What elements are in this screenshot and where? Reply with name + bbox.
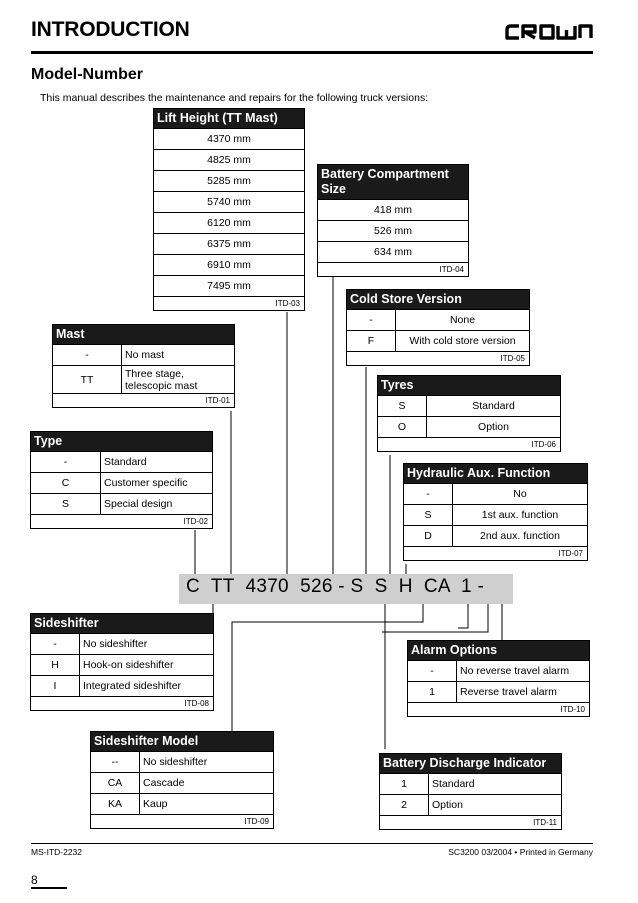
figure-ref: ITD-07 xyxy=(404,546,587,560)
code-cell: 2 xyxy=(380,795,429,816)
page-header-title: INTRODUCTION xyxy=(31,18,190,41)
lift-value: 6120 mm xyxy=(154,213,304,234)
battery-value: 634 mm xyxy=(318,242,468,263)
table-row xyxy=(91,773,273,794)
description-cell: Three stage, telescopic mast xyxy=(122,366,235,394)
mast-title: Mast xyxy=(53,325,234,344)
tyres-box xyxy=(377,375,561,452)
figure-ref: ITD-04 xyxy=(318,262,468,276)
table-row xyxy=(31,634,213,655)
figure-ref: ITD-02 xyxy=(31,514,212,528)
figure-ref: ITD-01 xyxy=(53,393,234,407)
code-cell: I xyxy=(31,676,80,697)
figure-ref: ITD-03 xyxy=(154,296,304,310)
description-cell: Hook-on sideshifter xyxy=(80,655,214,676)
lift-value: 6910 mm xyxy=(154,255,304,276)
description-cell: Standard xyxy=(101,452,213,473)
table-row xyxy=(154,129,304,150)
description-cell: Kaup xyxy=(140,794,274,815)
sideshifter-model-table xyxy=(91,751,273,814)
battery-discharge-box xyxy=(379,753,562,830)
code-cell: D xyxy=(404,526,453,547)
tyres-table xyxy=(378,395,560,437)
footer-rule xyxy=(31,843,593,844)
table-row xyxy=(31,452,212,473)
code-cell: H xyxy=(31,655,80,676)
table-row xyxy=(154,234,304,255)
battery-discharge-table xyxy=(380,773,561,815)
table-row xyxy=(31,473,212,494)
description-cell: No mast xyxy=(122,345,235,366)
code-cell: - xyxy=(31,634,80,655)
description-cell: Option xyxy=(429,795,562,816)
mast-table xyxy=(53,344,234,393)
cold-store-title: Cold Store Version xyxy=(347,290,529,309)
alarm-options-title: Alarm Options xyxy=(408,641,589,660)
table-row xyxy=(408,682,589,703)
code-cell: -- xyxy=(91,752,140,773)
type-box xyxy=(30,431,213,529)
code-cell: 1 xyxy=(380,774,429,795)
sideshifter-box xyxy=(30,613,214,711)
table-row xyxy=(154,192,304,213)
code-cell: - xyxy=(31,452,101,473)
table-row xyxy=(347,331,529,352)
sideshifter-model-box xyxy=(90,731,274,829)
code-cell: CA xyxy=(91,773,140,794)
table-row xyxy=(31,676,213,697)
table-row xyxy=(31,655,213,676)
table-row xyxy=(404,526,587,547)
code-cell: - xyxy=(404,484,453,505)
table-row xyxy=(378,396,560,417)
figure-ref: ITD-09 xyxy=(91,814,273,828)
table-row xyxy=(91,752,273,773)
table-row xyxy=(154,171,304,192)
description-cell: No sideshifter xyxy=(140,752,274,773)
page-number: 8 xyxy=(31,873,38,887)
code-cell: 1 xyxy=(408,682,457,703)
alarm-options-table xyxy=(408,660,589,702)
table-row xyxy=(318,200,468,221)
battery-discharge-title: Battery Discharge Indicator xyxy=(380,754,561,773)
code-cell: - xyxy=(53,345,122,366)
table-row xyxy=(318,242,468,263)
code-cell: TT xyxy=(53,366,122,394)
table-row xyxy=(347,310,529,331)
description-cell: 1st aux. function xyxy=(453,505,588,526)
table-row xyxy=(378,417,560,438)
description-cell: No xyxy=(453,484,588,505)
description-cell: No reverse travel alarm xyxy=(457,661,590,682)
description-cell: Reverse travel alarm xyxy=(457,682,590,703)
table-row xyxy=(380,774,561,795)
table-row xyxy=(408,661,589,682)
figure-ref: ITD-11 xyxy=(380,815,561,829)
code-cell: S xyxy=(404,505,453,526)
description-cell: Cascade xyxy=(140,773,274,794)
table-row xyxy=(91,794,273,815)
alarm-options-box xyxy=(407,640,590,717)
code-cell: F xyxy=(347,331,396,352)
figure-ref: ITD-10 xyxy=(408,702,589,716)
description-cell: Special design xyxy=(101,494,213,515)
battery-compartment-box xyxy=(317,164,469,277)
type-title: Type xyxy=(31,432,212,451)
footer-doc-id: MS-ITD-2232 xyxy=(31,847,83,857)
code-cell: KA xyxy=(91,794,140,815)
footer-print-info: SC3200 03/2004 • Printed in Germany xyxy=(448,847,593,857)
description-cell: Standard xyxy=(429,774,562,795)
lift-height-table xyxy=(154,128,304,296)
description-cell: With cold store version xyxy=(396,331,530,352)
table-row xyxy=(154,150,304,171)
description-cell: None xyxy=(396,310,530,331)
page-number-rule xyxy=(31,887,67,889)
code-cell: S xyxy=(31,494,101,515)
sideshifter-table xyxy=(31,633,213,696)
lift-value: 4370 mm xyxy=(154,129,304,150)
cold-store-table xyxy=(347,309,529,351)
lift-value: 7495 mm xyxy=(154,276,304,297)
sideshifter-model-title: Sideshifter Model xyxy=(91,732,273,751)
hydraulic-aux-title: Hydraulic Aux. Function xyxy=(404,464,587,483)
description-cell: Customer specific xyxy=(101,473,213,494)
battery-compartment-table xyxy=(318,199,468,262)
hydraulic-aux-table xyxy=(404,483,587,546)
description-cell: Standard xyxy=(427,396,561,417)
figure-ref: ITD-05 xyxy=(347,351,529,365)
battery-value: 526 mm xyxy=(318,221,468,242)
hydraulic-aux-box xyxy=(403,463,588,561)
table-row xyxy=(380,795,561,816)
code-cell: S xyxy=(378,396,427,417)
figure-ref: ITD-06 xyxy=(378,437,560,451)
code-cell: O xyxy=(378,417,427,438)
table-row xyxy=(154,276,304,297)
table-row xyxy=(53,345,234,366)
table-row xyxy=(53,366,234,394)
section-title: Model-Number xyxy=(31,66,143,83)
tyres-title: Tyres xyxy=(378,376,560,395)
description-cell: Integrated sideshifter xyxy=(80,676,214,697)
lift-value: 5740 mm xyxy=(154,192,304,213)
lift-value: 5285 mm xyxy=(154,171,304,192)
table-row xyxy=(318,221,468,242)
figure-ref: ITD-08 xyxy=(31,696,213,710)
model-code: C TT 4370 526 - S S H CA 1 - xyxy=(186,576,485,597)
table-row xyxy=(404,505,587,526)
mast-box xyxy=(52,324,235,408)
lift-height-title: Lift Height (TT Mast) xyxy=(154,109,304,128)
table-row xyxy=(31,494,212,515)
table-row xyxy=(154,255,304,276)
lift-value: 4825 mm xyxy=(154,150,304,171)
code-cell: C xyxy=(31,473,101,494)
sideshifter-title: Sideshifter xyxy=(31,614,213,633)
type-table xyxy=(31,451,212,514)
description-cell: No sideshifter xyxy=(80,634,214,655)
lift-value: 6375 mm xyxy=(154,234,304,255)
lift-height-box xyxy=(153,108,305,311)
table-row xyxy=(154,213,304,234)
battery-compartment-title: Battery Compartment Size xyxy=(318,165,468,199)
code-cell: - xyxy=(408,661,457,682)
intro-text: This manual describes the maintenance and repairs for the following truck versions: xyxy=(40,92,429,104)
description-cell: Option xyxy=(427,417,561,438)
table-row xyxy=(404,484,587,505)
code-cell: - xyxy=(347,310,396,331)
description-cell: 2nd aux. function xyxy=(453,526,588,547)
battery-value: 418 mm xyxy=(318,200,468,221)
cold-store-box xyxy=(346,289,530,366)
